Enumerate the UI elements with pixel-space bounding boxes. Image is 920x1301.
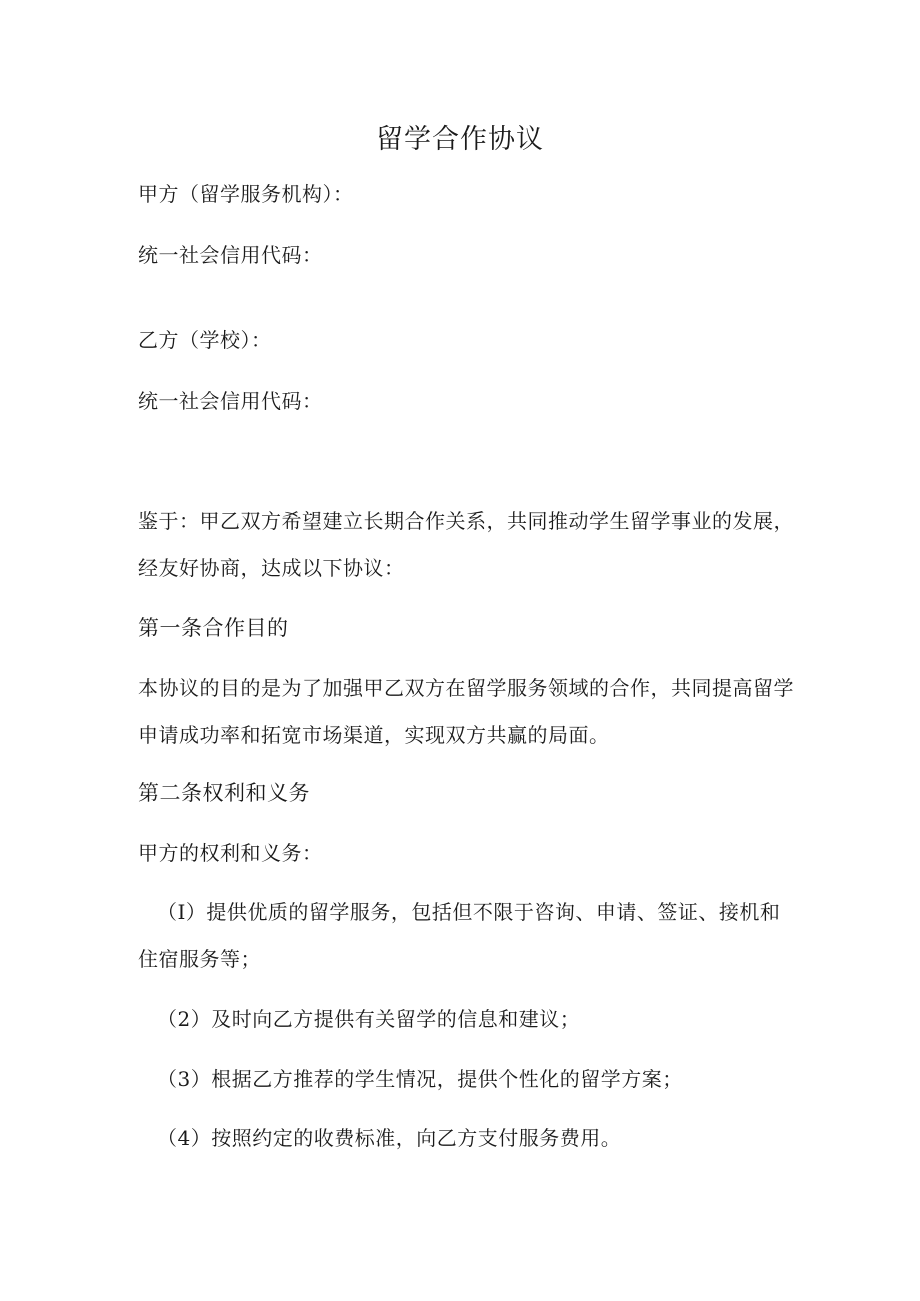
document-title: 留学合作协议 — [376, 124, 544, 155]
list-item-1-line-2: 住宿服务等； — [138, 947, 261, 971]
party-a-label: 甲方（留学服务机构）： — [138, 182, 354, 206]
list-item-4: （4）按照约定的收费标准，向乙方支付服务费用。 — [157, 1126, 622, 1150]
article-2-heading: 第二条权利和义务 — [138, 781, 310, 805]
party-a-credit-code: 统一社会信用代码： — [138, 243, 323, 267]
preamble-line-2: 经友好协商，达成以下协议： — [138, 556, 405, 580]
list-item-2: （2）及时向乙方提供有关留学的信息和建议； — [157, 1007, 581, 1031]
party-a-rights-heading: 甲方的权利和义务： — [138, 841, 323, 865]
party-b-credit-code: 统一社会信用代码： — [138, 389, 323, 413]
article-1-heading: 第一条合作目的 — [138, 616, 289, 640]
party-b-label: 乙方（学校）： — [138, 328, 272, 352]
list-item-3: （3）根据乙方推荐的学生情况，提供个性化的留学方案； — [157, 1067, 683, 1091]
preamble-line-1: 鉴于：甲乙双方希望建立长期合作关系，共同推动学生留学事业的发展， — [138, 509, 794, 533]
list-item-1-line-1: （I）提供优质的留学服务，包括但不限于咨询、申请、签证、接机和 — [157, 900, 781, 924]
article-1-line-1: 本协议的目的是为了加强甲乙双方在留学服务领域的合作，共同提高留学 — [138, 676, 794, 700]
article-1-line-2: 申请成功率和拓宽市场渠道，实现双方共赢的局面。 — [138, 723, 610, 747]
